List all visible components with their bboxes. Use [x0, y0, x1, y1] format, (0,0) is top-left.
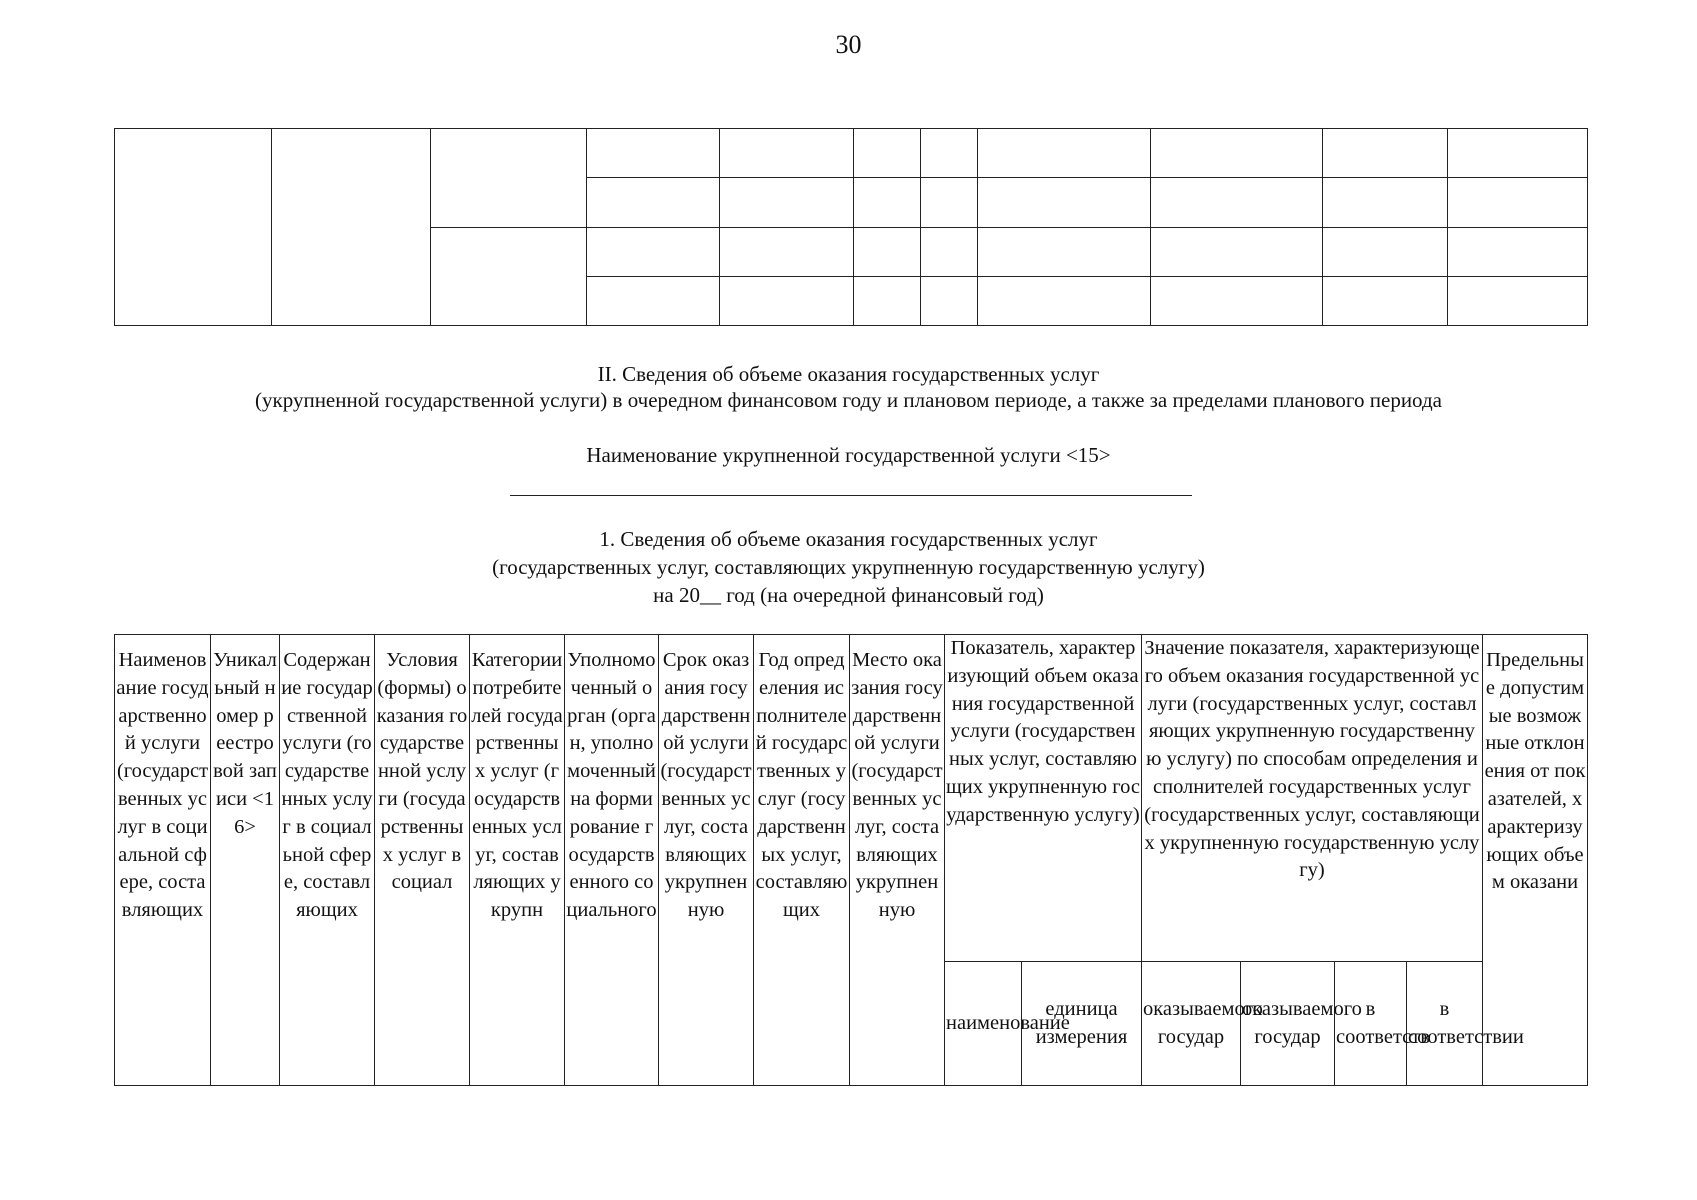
subheader-value-method-2: оказываемого государ: [1241, 962, 1335, 1086]
table-cell: [720, 178, 854, 227]
subsection-title-line2: (государственных услуг, составляющих укрупненную государственную услугу): [492, 555, 1205, 579]
header-registry-number: Уникальный номер реестровой записи <16>: [211, 635, 280, 1086]
table-cell: [1448, 178, 1588, 227]
table-cell: [1323, 227, 1448, 276]
header-determination-year: Год определения исполнителей государственных услуг (государственных услуг, составляющих: [754, 635, 850, 1086]
table-cell: [1448, 276, 1588, 325]
header-service-name: Наименование государственной услуги (государственных услуг в социальной сфере, составляющих: [115, 635, 211, 1086]
header-service-content: Содержание государственной услуги (государственных услуг в социальной сфере, составляющих: [280, 635, 375, 1086]
table-cell: [1151, 178, 1323, 227]
subheader-measure-unit: единица измерения: [1022, 962, 1142, 1086]
table-cell: [1151, 276, 1323, 325]
table-cell: [720, 276, 854, 325]
header-service-term: Срок оказания государственной услуги (государственных услуг, составляющих укрупненную: [659, 635, 754, 1086]
subheader-indicator-name: наименование: [945, 962, 1022, 1086]
section-title: II. Сведения об объеме оказания государственных услуг: [597, 362, 1100, 386]
table-cell: [1448, 227, 1588, 276]
table-cell: [1323, 276, 1448, 325]
continued-table-fragment: [114, 128, 1588, 326]
header-service-conditions: Условия (формы) оказания государственной услуги (государственных услуг в социал: [375, 635, 470, 1086]
table-cell: [720, 227, 854, 276]
table-cell: [431, 227, 587, 326]
table-cell: [587, 276, 720, 325]
table-cell: [978, 178, 1151, 227]
header-consumer-categories: Категории потребителей государственных услуг (государственных услуг, составляющих укрупн: [470, 635, 565, 1086]
page-number: 30: [835, 30, 862, 59]
table-cell: [854, 129, 921, 178]
table-cell: [921, 227, 978, 276]
table-cell: [1323, 178, 1448, 227]
subheader-value-method-3: в соответств: [1335, 962, 1407, 1086]
table-cell: [921, 276, 978, 325]
subheader-value-method-1: оказываемого государ: [1142, 962, 1241, 1086]
table-cell: [587, 129, 720, 178]
table-cell: [587, 178, 720, 227]
table-cell: [1448, 129, 1588, 178]
table-cell: [854, 178, 921, 227]
table-cell: [921, 129, 978, 178]
header-authorized-body: Уполномоченный орган (орган, уполномоченный на формирование государственного социального: [565, 635, 659, 1086]
table-cell: [1151, 227, 1323, 276]
table-cell: [978, 276, 1151, 325]
subsection-title: 1. Сведения об объеме оказания государственных услуг: [599, 527, 1098, 551]
header-volume-indicator: Показатель, характеризующий объем оказания государственной услуги (государственных услуг, составляющих укрупненную государственную услугу): [945, 635, 1142, 962]
header-allowed-deviations: Предельные допустимые возможные отклонения от показателей, характеризующих объем оказани: [1483, 635, 1588, 1086]
service-name-fill-line: [510, 495, 1192, 496]
table-cell: [720, 129, 854, 178]
volume-table-header: [114, 634, 1588, 1086]
section-title-continuation: (укрупненной государственной услуги) в очередном финансовом году и плановом периоде, а также за пределами планового периода: [255, 388, 1442, 412]
header-service-place: Место оказания государственной услуги (государственных услуг, составляющих укрупненную: [850, 635, 945, 1086]
table-cell: [854, 276, 921, 325]
subsection-title-line3: на 20__ год (на очередной финансовый год): [653, 583, 1044, 607]
table-cell: [587, 227, 720, 276]
subheader-value-method-4: в соответствии: [1407, 962, 1483, 1086]
header-indicator-value: Значение показателя, характеризующего объем оказания государственной услуги (государственных услуг, составляющих укрупненную государственную услугу) по способам определения исполнителей государственных услуг (государственных услуг, составляющих укрупненную государственную услугу): [1142, 635, 1483, 962]
table-cell: [115, 129, 272, 326]
table-cell: [978, 227, 1151, 276]
table-cell: [272, 129, 431, 326]
table-cell: [431, 129, 587, 228]
table-cell: [921, 178, 978, 227]
service-name-label: Наименование укрупненной государственной услуги <15>: [586, 443, 1111, 467]
table-cell: [978, 129, 1151, 178]
table-cell: [854, 227, 921, 276]
table-cell: [1151, 129, 1323, 178]
table-cell: [1323, 129, 1448, 178]
